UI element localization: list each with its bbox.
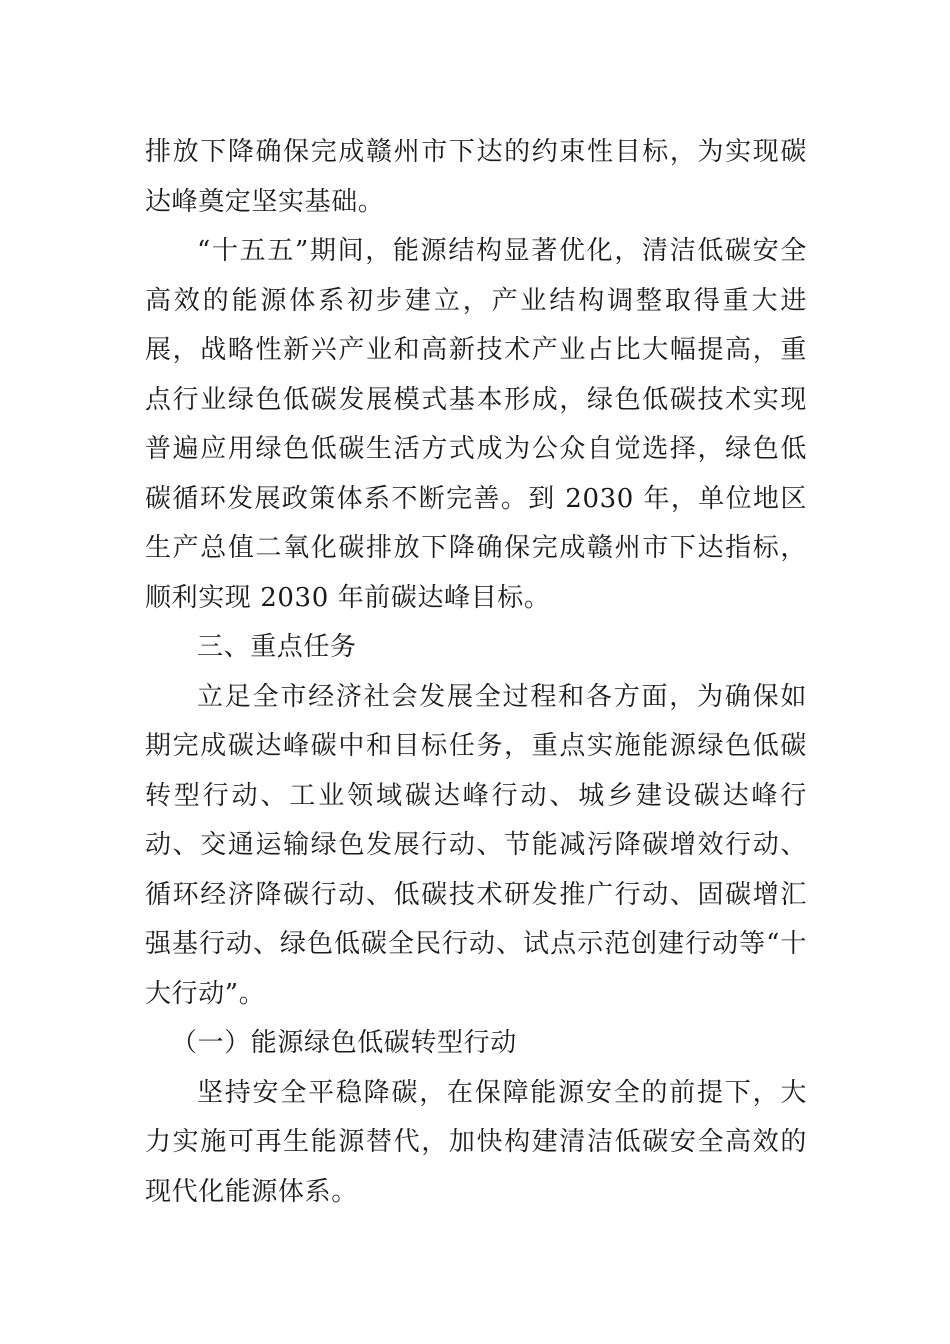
document-body (145, 128, 807, 1217)
paragraph-energy-transition: 坚持安全平稳降碳，在保障能源安全的前提下，大力实施可再生能源替代，加快构建清洁低碳安全高效的现代化能源体系。 (145, 1077, 807, 1207)
paragraph-fifteenth-five-year-goals: “十五五”期间，能源结构显著优化，清洁低碳安全高效的能源体系初步建立，产业结构调整取得重大进展，战略性新兴产业和高新技术产业占比大幅提高，重点行业绿色低碳发展模式基本形成，绿色低碳技术实现普遍应用绿色低碳生活方式成为公众自觉选择，绿色低碳循环发展政策体系不断完善。到 2030 年，单位地区生产总值二氧化碳排放下降确保完成赣州市下达指标，顺利实现 2030 年前碳达峰目标。 (145, 236, 807, 613)
paragraph-continuation: 排放下降确保完成赣州市下达的约束性目标，为实现碳达峰奠定坚实基础。 (145, 137, 807, 217)
paragraph-ten-actions: 立足全市经济社会发展全过程和各方面，为确保如期完成碳达峰碳中和目标任务，重点实施能源绿色低碳转型行动、工业领域碳达峰行动、城乡建设碳达峰行动、交通运输绿色发展行动、节能减污降碳增效行动、循环经济降碳行动、低碳技术研发推广行动、固碳增汇强基行动、绿色低碳全民行动、试点示范创建行动等“十大行动”。 (145, 681, 807, 1009)
subsection-heading: （一）能源绿色低碳转型行动 (171, 1028, 517, 1058)
section-heading: 三、重点任务 (197, 632, 357, 662)
